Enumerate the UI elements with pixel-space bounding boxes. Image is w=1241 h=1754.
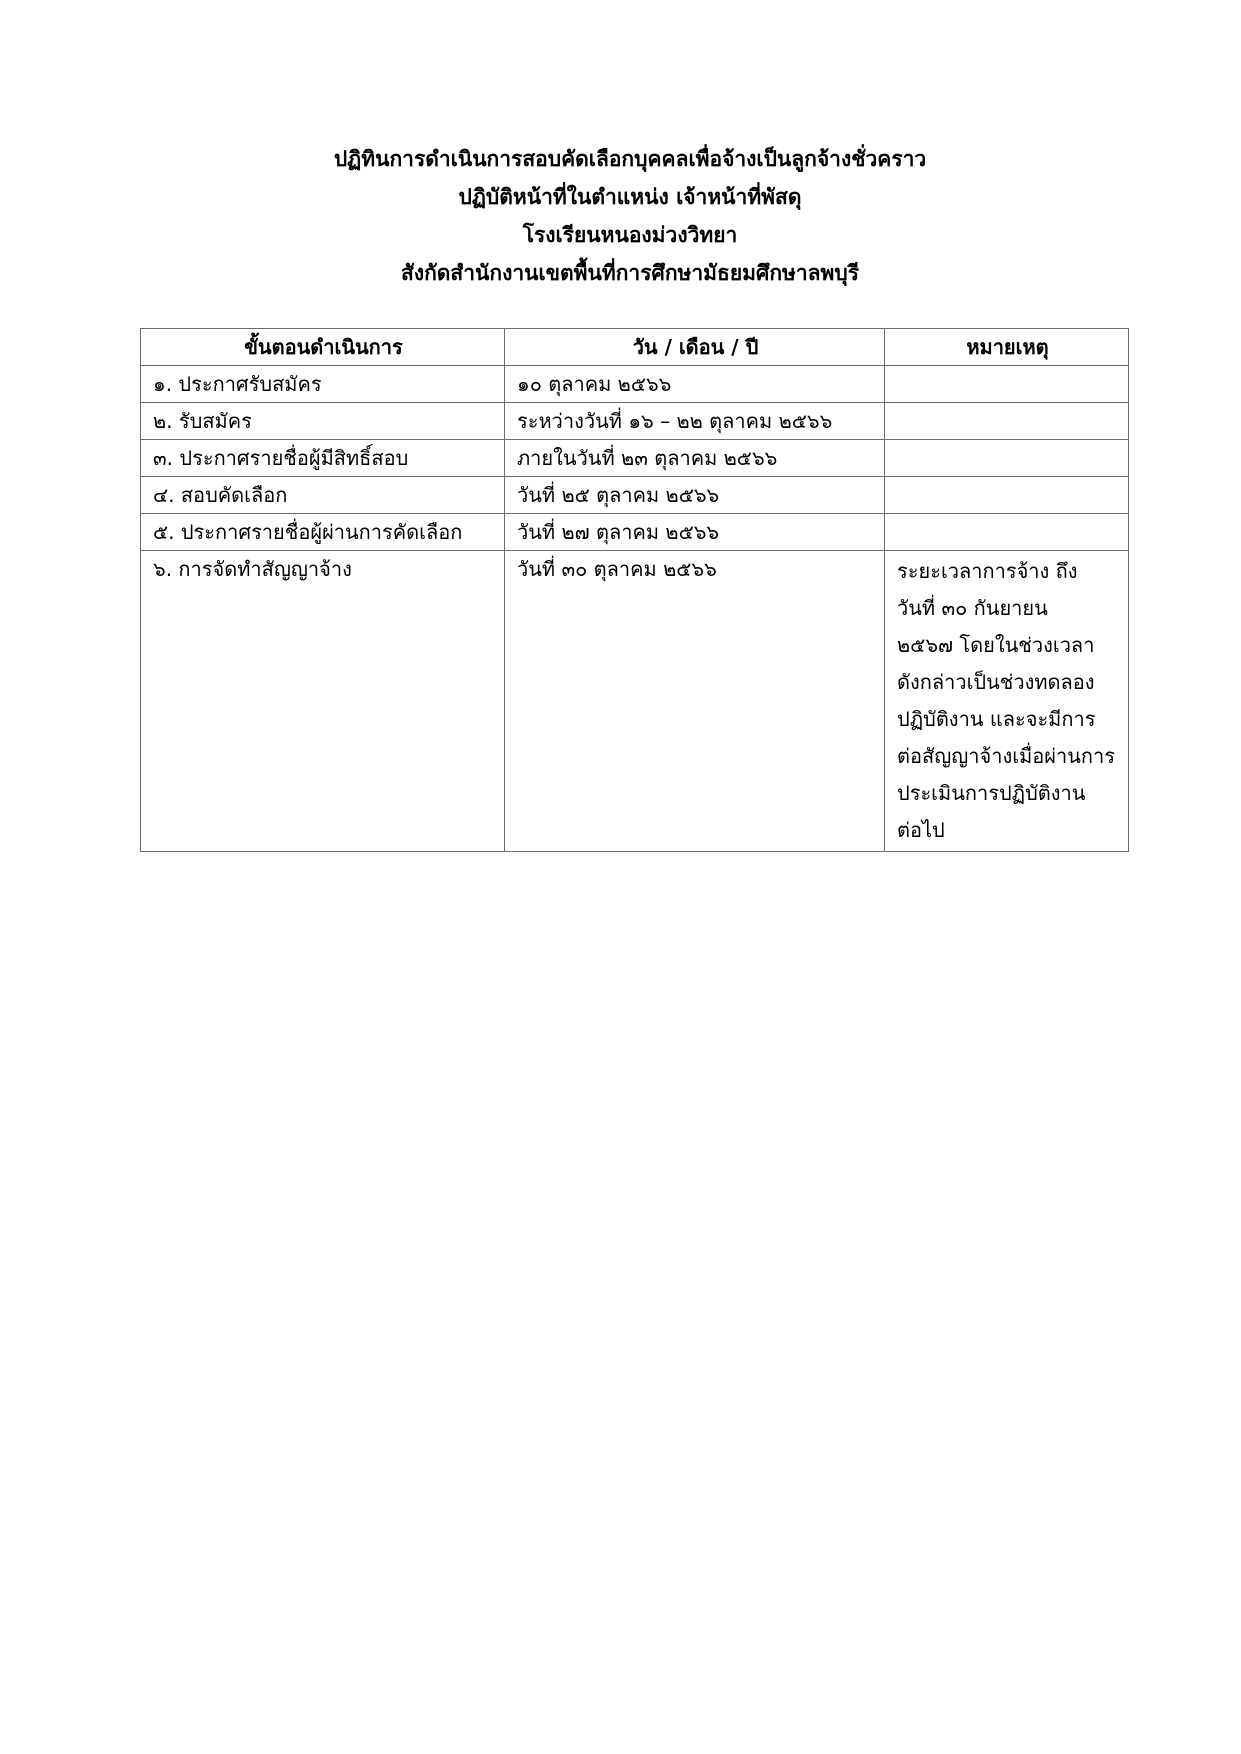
note-line: ต่อสัญญาจ้างเมื่อผ่านการ (897, 744, 1115, 768)
note-cell (885, 366, 1129, 403)
note-cell (885, 551, 1129, 852)
note-cell (885, 440, 1129, 477)
note-line: ต่อไป (897, 818, 945, 842)
step-cell: ๓. ประกาศรายชื่อผู้มีสิทธิ์สอบ (141, 440, 505, 477)
table-row (141, 440, 1129, 477)
note-line: ๒๕๖๗ โดยในช่วงเวลา (897, 633, 1095, 657)
step-cell: ๖. การจัดทำสัญญาจ้าง (141, 551, 505, 852)
date-cell: ระหว่างวันที่ ๑๖ – ๒๒ ตุลาคม ๒๕๖๖ (505, 403, 885, 440)
date-cell: วันที่ ๒๗ ตุลาคม ๒๕๖๖ (505, 514, 885, 551)
header-date: วัน / เดือน / ปี (505, 329, 885, 366)
schedule-table (140, 328, 1129, 852)
step-cell: ๑. ประกาศรับสมัคร (141, 366, 505, 403)
heading-position: ปฏิบัติหน้าที่ในตำแหน่ง เจ้าหน้าที่พัสดุ (458, 185, 802, 209)
document-heading (0, 140, 1241, 292)
note-line: ปฏิบัติงาน และจะมีการ (897, 707, 1096, 731)
step-cell: ๕. ประกาศรายชื่อผู้ผ่านการคัดเลือก (141, 514, 505, 551)
note-cell (885, 403, 1129, 440)
table-row (141, 403, 1129, 440)
date-cell: ๑๐ ตุลาคม ๒๕๖๖ (505, 366, 885, 403)
step-cell: ๒. รับสมัคร (141, 403, 505, 440)
note-line: ระยะเวลาการจ้าง ถึง (897, 559, 1078, 583)
note-line: ประเมินการปฏิบัติงาน (897, 781, 1086, 805)
table-header-row (141, 329, 1129, 366)
note-line: วันที่ ๓๐ กันยายน (897, 596, 1048, 620)
table-row (141, 551, 1129, 852)
heading-school: โรงเรียนหนองม่วงวิทยา (522, 223, 738, 247)
note-cell (885, 477, 1129, 514)
note-cell (885, 514, 1129, 551)
header-step: ขั้นตอนดำเนินการ (141, 329, 505, 366)
date-cell: วันที่ ๓๐ ตุลาคม ๒๕๖๖ (505, 551, 885, 852)
date-cell: วันที่ ๒๕ ตุลาคม ๒๕๖๖ (505, 477, 885, 514)
table-row (141, 477, 1129, 514)
table-row (141, 366, 1129, 403)
heading-title: ปฏิทินการดำเนินการสอบคัดเลือกบุคคลเพื่อจ้างเป็นลูกจ้างชั่วคราว (333, 147, 927, 171)
date-cell: ภายในวันที่ ๒๓ ตุลาคม ๒๕๖๖ (505, 440, 885, 477)
heading-office: สังกัดสำนักงานเขตพื้นที่การศึกษามัธยมศึกษาลพบุรี (401, 261, 859, 285)
header-note: หมายเหตุ (885, 329, 1129, 366)
step-cell: ๔. สอบคัดเลือก (141, 477, 505, 514)
table-row (141, 514, 1129, 551)
note-line: ดังกล่าวเป็นช่วงทดลอง (897, 670, 1095, 694)
